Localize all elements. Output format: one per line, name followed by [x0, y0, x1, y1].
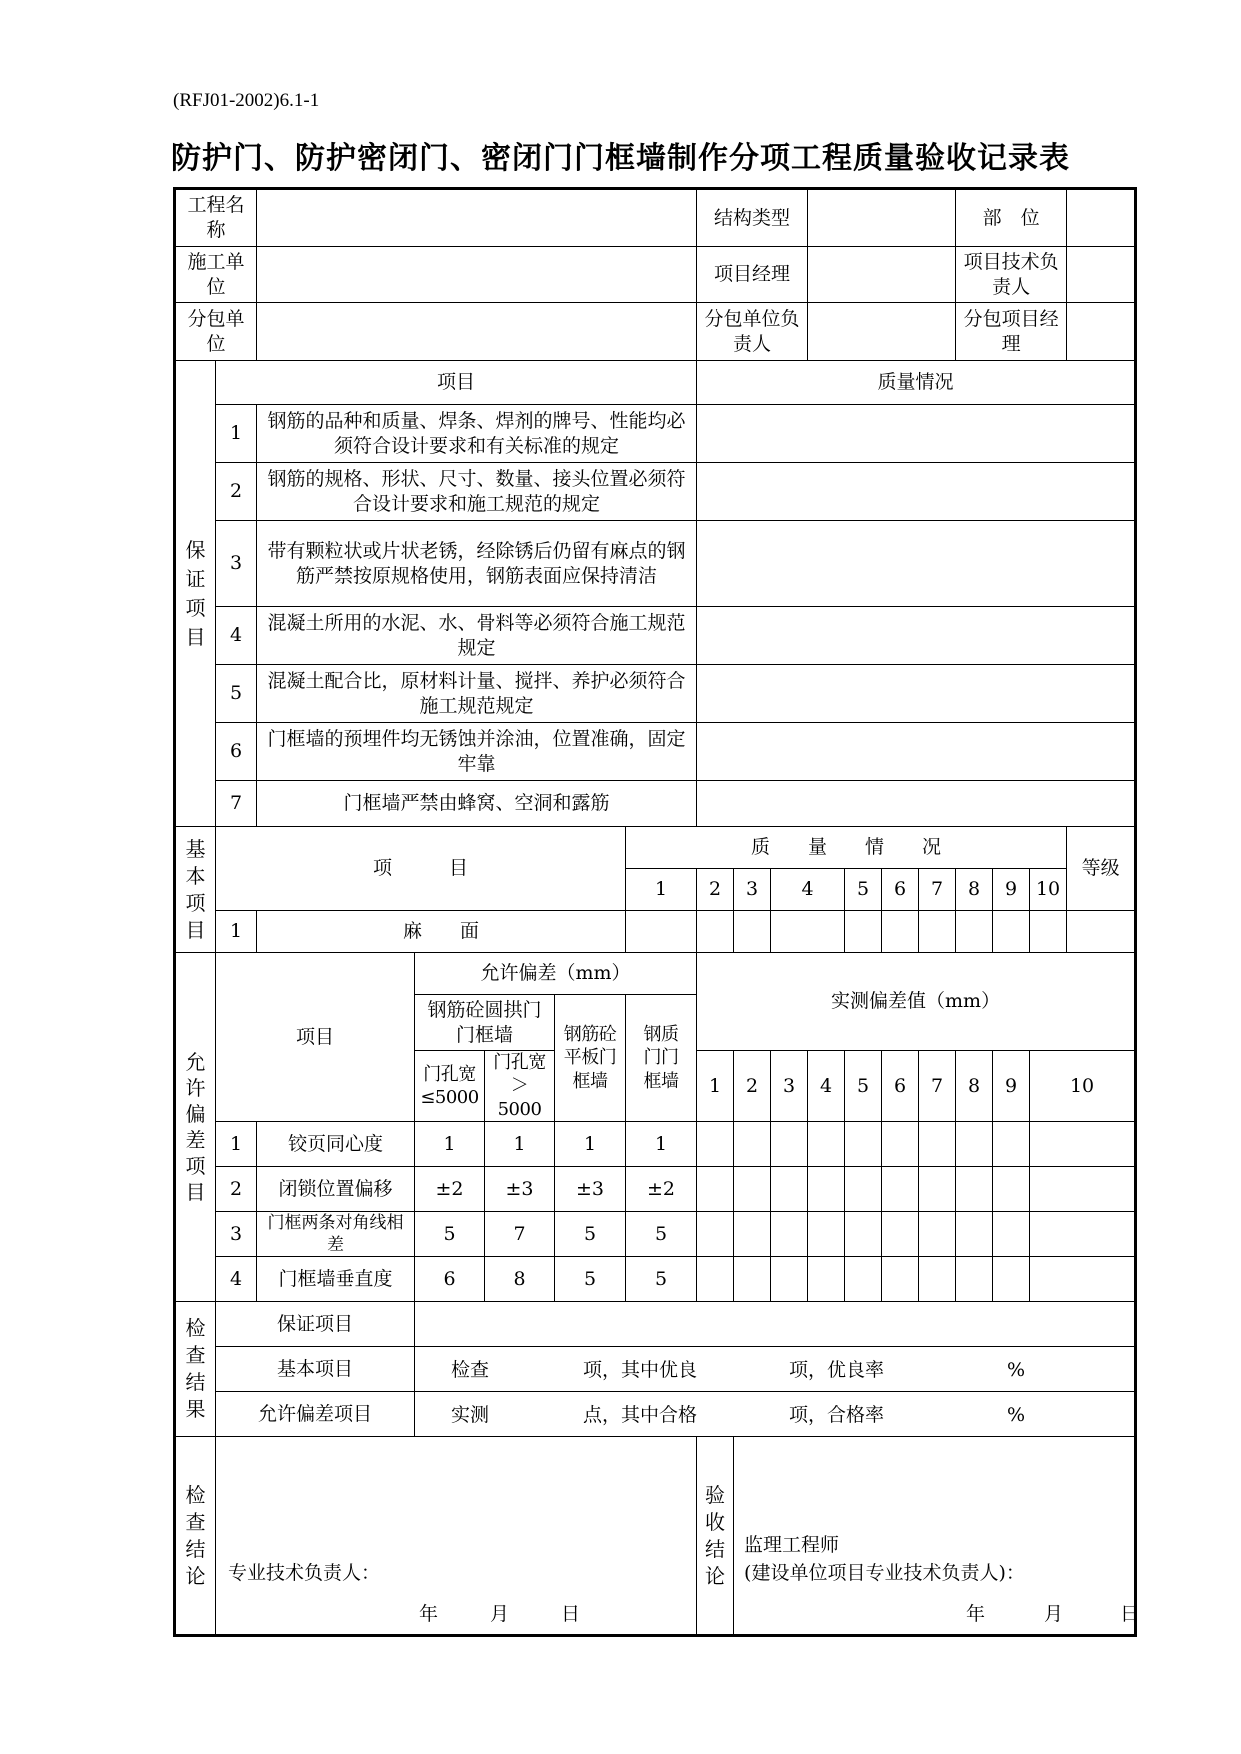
- basic-col-number: 6: [882, 869, 919, 911]
- results-section-label: [175, 1302, 216, 1437]
- basic-grade-header: 等级: [1067, 827, 1136, 911]
- tolerance-value-c: 5: [555, 1212, 626, 1257]
- tolerance-measured-cell[interactable]: [956, 1212, 993, 1257]
- tolerance-measured-cell[interactable]: [993, 1122, 1030, 1167]
- tech-lead-label: 项目技术负责人: [956, 247, 1067, 303]
- sub-manager-value[interactable]: [1067, 303, 1136, 361]
- basic-col-number: 8: [956, 869, 993, 911]
- tolerance-measured-cell[interactable]: [734, 1257, 771, 1302]
- guarantee-quality-cell[interactable]: [697, 521, 1136, 607]
- tolerance-measured-cell[interactable]: [845, 1122, 882, 1167]
- tolerance-value-a: 6: [415, 1257, 485, 1302]
- basic-value-cell[interactable]: [919, 911, 956, 953]
- basic-value-cell[interactable]: [1030, 911, 1067, 953]
- results-tolerance-label: 允许偏差项目: [216, 1392, 415, 1437]
- guarantee-no: 2: [216, 463, 257, 521]
- inspection-form-table: [173, 187, 1140, 1637]
- document-code: (RFJ01-2002)6.1-1: [173, 90, 320, 111]
- check-tech-lead-label: 专业技术负责人：: [228, 1562, 381, 1585]
- structure-type-label: 结构类型: [697, 189, 808, 247]
- tolerance-measured-cell[interactable]: [808, 1257, 845, 1302]
- basic-col-number: 2: [697, 869, 734, 911]
- contractor-label: 施工单位: [175, 247, 257, 303]
- results-tol-check: 实测: [451, 1404, 490, 1427]
- tolerance-no: 1: [216, 1122, 257, 1167]
- tolerance-measured-cell[interactable]: [697, 1257, 734, 1302]
- tolerance-measured-header: 实测偏差值（mm）: [697, 953, 1136, 1051]
- project-name-label: 工程名称: [175, 189, 257, 247]
- guarantee-header-row: [175, 361, 1136, 405]
- guarantee-quality-cell[interactable]: [697, 607, 1136, 665]
- accept-conclusion-label: [697, 1437, 734, 1636]
- tolerance-no: 2: [216, 1167, 257, 1212]
- tolerance-text: 铰页同心度: [257, 1122, 415, 1167]
- tolerance-measured-cell[interactable]: [919, 1167, 956, 1212]
- tolerance-text: 门框两条对角线相差: [257, 1212, 415, 1257]
- tolerance-value-d: ±2: [626, 1167, 697, 1212]
- tolerance-no: 4: [216, 1257, 257, 1302]
- accept-month: 月: [1044, 1603, 1064, 1626]
- subcontractor-label: 分包单位: [175, 303, 257, 361]
- tolerance-measured-cell[interactable]: [845, 1167, 882, 1212]
- results-row-guarantee: [175, 1302, 1136, 1347]
- location-value[interactable]: [1067, 189, 1136, 247]
- structure-type-value[interactable]: [808, 189, 956, 247]
- results-tol-rate: 项，合格率: [789, 1404, 885, 1427]
- guarantee-text: 带有颗粒状或片状老锈，经除锈后仍留有麻点的钢筋严禁按原规格使用，钢筋表面应保持清洁: [257, 521, 697, 607]
- subcontractor-value[interactable]: [257, 303, 697, 361]
- contractor-value[interactable]: [257, 247, 697, 303]
- check-day: 日: [561, 1603, 581, 1626]
- page-title: 防护门、防护密闭门、密闭门门框墙制作分项工程质量验收记录表: [171, 141, 1070, 176]
- results-row-tolerance: [175, 1392, 1136, 1437]
- tolerance-row: [175, 1167, 1136, 1212]
- tolerance-value-d: 1: [626, 1122, 697, 1167]
- tolerance-w1-header: 门孔宽≤5000: [415, 1051, 485, 1122]
- tolerance-measured-cell[interactable]: [919, 1212, 956, 1257]
- tolerance-measured-cell[interactable]: [734, 1212, 771, 1257]
- guarantee-text: 混凝土配合比，原材料计量、搅拌、养护必须符合施工规范规定: [257, 665, 697, 723]
- tolerance-measured-cell[interactable]: [993, 1212, 1030, 1257]
- tolerance-value-b: ±3: [485, 1167, 555, 1212]
- guarantee-row: [175, 607, 1136, 665]
- basic-value-cell[interactable]: [956, 911, 993, 953]
- tolerance-arch-header: [415, 995, 555, 1051]
- header-row-contractor: [175, 247, 1136, 303]
- guarantee-quality-header: 质量情况: [697, 361, 1136, 405]
- tolerance-text: 闭锁位置偏移: [257, 1167, 415, 1212]
- guarantee-no: 1: [216, 405, 257, 463]
- guarantee-row: [175, 405, 1136, 463]
- tolerance-value-b: 7: [485, 1212, 555, 1257]
- tolerance-section-text: 允许偏差项目: [185, 1049, 206, 1204]
- supervisor-alt-label: (建设单位项目专业技术负责人)：: [744, 1562, 1025, 1585]
- header-row-subcontractor: [175, 303, 1136, 361]
- guarantee-row: [175, 723, 1136, 781]
- accept-day: 日: [1120, 1603, 1140, 1626]
- tolerance-measured-cell[interactable]: [1030, 1212, 1136, 1257]
- header-row-project: [175, 189, 1136, 247]
- tolerance-row: [175, 1122, 1136, 1167]
- basic-col-number: 7: [919, 869, 956, 911]
- tolerance-col-number: 10: [1030, 1051, 1136, 1122]
- tolerance-col-number: 7: [919, 1051, 956, 1122]
- guarantee-quality-cell[interactable]: [697, 665, 1136, 723]
- tolerance-value-c: 1: [555, 1122, 626, 1167]
- tolerance-value-b: 1: [485, 1122, 555, 1167]
- results-tolerance-line: [415, 1392, 1136, 1437]
- basic-grade-cell[interactable]: [1067, 911, 1136, 953]
- tolerance-w2-header: 门孔宽＞5000: [485, 1051, 555, 1122]
- location-label: 部 位: [956, 189, 1067, 247]
- tolerance-steel-header: 钢质门门框墙: [626, 995, 697, 1122]
- basic-text: 麻 面: [257, 911, 626, 953]
- tolerance-measured-cell[interactable]: [919, 1122, 956, 1167]
- tolerance-item-header: 项目: [216, 953, 415, 1122]
- tolerance-value-a: ±2: [415, 1167, 485, 1212]
- tolerance-measured-cell[interactable]: [771, 1167, 808, 1212]
- guarantee-no: 3: [216, 521, 257, 607]
- tolerance-header-row-1: [175, 953, 1136, 995]
- tolerance-measured-cell[interactable]: [1030, 1167, 1136, 1212]
- guarantee-row: [175, 781, 1136, 827]
- guarantee-text: 混凝土所用的水泥、水、骨料等必须符合施工规范规定: [257, 607, 697, 665]
- results-basic-line: [415, 1347, 1136, 1392]
- results-basic-label: 基本项目: [216, 1347, 415, 1392]
- guarantee-section-text: 保证项目: [185, 537, 206, 649]
- tolerance-measured-cell[interactable]: [697, 1167, 734, 1212]
- guarantee-item-header: 项目: [216, 361, 697, 405]
- accept-conclusion-area[interactable]: [734, 1437, 1140, 1636]
- accept-year: 年: [966, 1603, 986, 1626]
- check-year: 年: [419, 1603, 439, 1626]
- sub-lead-value[interactable]: [808, 303, 956, 361]
- guarantee-text: 门框墙严禁由蜂窝、空洞和露筋: [257, 781, 697, 827]
- tolerance-value-a: 5: [415, 1212, 485, 1257]
- basic-header-row: [175, 827, 1136, 869]
- tolerance-measured-cell[interactable]: [697, 1122, 734, 1167]
- tolerance-measured-cell[interactable]: [808, 1167, 845, 1212]
- guarantee-no: 5: [216, 665, 257, 723]
- project-name-value[interactable]: [257, 189, 697, 247]
- sub-manager-label: 分包项目经理: [956, 303, 1067, 361]
- tolerance-col-number: 3: [771, 1051, 808, 1122]
- tolerance-measured-cell[interactable]: [771, 1212, 808, 1257]
- tolerance-measured-cell[interactable]: [771, 1122, 808, 1167]
- guarantee-quality-cell[interactable]: [697, 463, 1136, 521]
- conclusion-row: [175, 1437, 1136, 1636]
- tolerance-col-number: 9: [993, 1051, 1030, 1122]
- basic-value-cell[interactable]: [697, 911, 734, 953]
- basic-col-number: 1: [626, 869, 697, 911]
- tolerance-measured-cell[interactable]: [919, 1257, 956, 1302]
- guarantee-quality-cell[interactable]: [697, 405, 1136, 463]
- tolerance-measured-cell[interactable]: [993, 1257, 1030, 1302]
- tolerance-measured-cell[interactable]: [845, 1257, 882, 1302]
- supervisor-label: 监理工程师: [744, 1534, 840, 1557]
- guarantee-row: [175, 521, 1136, 607]
- tolerance-row: [175, 1257, 1136, 1302]
- basic-section-text: 基本项目: [185, 836, 206, 942]
- guarantee-text: 钢筋的品种和质量、焊条、焊剂的牌号、性能均必须符合设计要求和有关标准的规定: [257, 405, 697, 463]
- tolerance-measured-cell[interactable]: [882, 1167, 919, 1212]
- tolerance-measured-cell[interactable]: [956, 1167, 993, 1212]
- project-manager-label: 项目经理: [697, 247, 808, 303]
- check-conclusion-label: [175, 1437, 216, 1636]
- guarantee-row: [175, 463, 1136, 521]
- results-basic-pct: %: [1007, 1359, 1026, 1382]
- results-tol-pct: %: [1007, 1404, 1026, 1427]
- tolerance-value-a: 1: [415, 1122, 485, 1167]
- sub-lead-label: 分包单位负责人: [697, 303, 808, 361]
- results-tol-mid: 点，其中合格: [583, 1404, 698, 1427]
- basic-col-number: 5: [845, 869, 882, 911]
- results-basic-rate: 项，优良率: [789, 1359, 885, 1382]
- basic-value-cell[interactable]: [734, 911, 771, 953]
- results-basic-check: 检查: [451, 1359, 490, 1382]
- basic-section-label: [175, 827, 216, 953]
- tolerance-measured-cell[interactable]: [1030, 1122, 1136, 1167]
- tolerance-row: [175, 1212, 1136, 1257]
- basic-col-number: 3: [734, 869, 771, 911]
- tolerance-measured-cell[interactable]: [993, 1167, 1030, 1212]
- tolerance-measured-cell[interactable]: [882, 1212, 919, 1257]
- tech-lead-value[interactable]: [1067, 247, 1136, 303]
- tolerance-col-number: 4: [808, 1051, 845, 1122]
- results-section-text: 检查结果: [185, 1316, 206, 1422]
- tolerance-measured-cell[interactable]: [1030, 1257, 1136, 1302]
- tolerance-col-number: 8: [956, 1051, 993, 1122]
- basic-col-number: 9: [993, 869, 1030, 911]
- basic-value-cell[interactable]: [626, 911, 697, 953]
- basic-item-header: 项 目: [216, 827, 626, 911]
- tolerance-measured-cell[interactable]: [734, 1122, 771, 1167]
- tolerance-flat-header: 钢筋砼平板门框墙: [555, 995, 626, 1122]
- tolerance-col-number: 6: [882, 1051, 919, 1122]
- tolerance-col-number: 1: [697, 1051, 734, 1122]
- tolerance-value-c: ±3: [555, 1167, 626, 1212]
- guarantee-text: 钢筋的规格、形状、尺寸、数量、接头位置必须符合设计要求和施工规范的规定: [257, 463, 697, 521]
- tolerance-col-number: 5: [845, 1051, 882, 1122]
- tolerance-value-b: 8: [485, 1257, 555, 1302]
- tolerance-measured-cell[interactable]: [956, 1257, 993, 1302]
- results-basic-mid: 项，其中优良: [583, 1359, 698, 1382]
- guarantee-section-label: [175, 361, 216, 827]
- tolerance-value-d: 5: [626, 1212, 697, 1257]
- check-conclusion-area[interactable]: [216, 1437, 697, 1636]
- tolerance-allow-header: 允许偏差（mm）: [415, 953, 697, 995]
- basic-value-cell[interactable]: [845, 911, 882, 953]
- check-month: 月: [490, 1603, 510, 1626]
- basic-col-number: 10: [1030, 869, 1067, 911]
- results-guarantee-value[interactable]: [415, 1302, 1136, 1347]
- tolerance-measured-cell[interactable]: [697, 1212, 734, 1257]
- tolerance-measured-cell[interactable]: [771, 1257, 808, 1302]
- guarantee-quality-cell[interactable]: [697, 781, 1136, 827]
- accept-conclusion-text: 验收结论: [705, 1482, 726, 1588]
- basic-no: 1: [216, 911, 257, 953]
- tolerance-arch-text: 钢筋砼圆拱门门框墙: [427, 998, 542, 1046]
- basic-value-cell[interactable]: [993, 911, 1030, 953]
- tolerance-value-c: 5: [555, 1257, 626, 1302]
- tolerance-measured-cell[interactable]: [845, 1212, 882, 1257]
- basic-quality-header: 质 量 情 况: [626, 827, 1067, 869]
- guarantee-no: 4: [216, 607, 257, 665]
- project-manager-value[interactable]: [808, 247, 956, 303]
- tolerance-value-d: 5: [626, 1257, 697, 1302]
- guarantee-quality-cell[interactable]: [697, 723, 1136, 781]
- tolerance-measured-cell[interactable]: [808, 1212, 845, 1257]
- tolerance-measured-cell[interactable]: [808, 1122, 845, 1167]
- tolerance-no: 3: [216, 1212, 257, 1257]
- basic-value-cell[interactable]: [882, 911, 919, 953]
- tolerance-section-label: [175, 953, 216, 1302]
- tolerance-measured-cell[interactable]: [882, 1257, 919, 1302]
- tolerance-measured-cell[interactable]: [882, 1122, 919, 1167]
- basic-value-cell[interactable]: [771, 911, 845, 953]
- tolerance-measured-cell[interactable]: [956, 1122, 993, 1167]
- basic-col-number: 4: [771, 869, 845, 911]
- check-conclusion-text: 检查结论: [185, 1482, 206, 1588]
- results-row-basic: [175, 1347, 1136, 1392]
- tolerance-text: 门框墙垂直度: [257, 1257, 415, 1302]
- tolerance-measured-cell[interactable]: [734, 1167, 771, 1212]
- guarantee-no: 7: [216, 781, 257, 827]
- tolerance-col-number: 2: [734, 1051, 771, 1122]
- results-guarantee-label: 保证项目: [216, 1302, 415, 1347]
- guarantee-no: 6: [216, 723, 257, 781]
- basic-row: [175, 911, 1136, 953]
- guarantee-row: [175, 665, 1136, 723]
- guarantee-text: 门框墙的预埋件均无锈蚀并涂油，位置准确，固定牢靠: [257, 723, 697, 781]
